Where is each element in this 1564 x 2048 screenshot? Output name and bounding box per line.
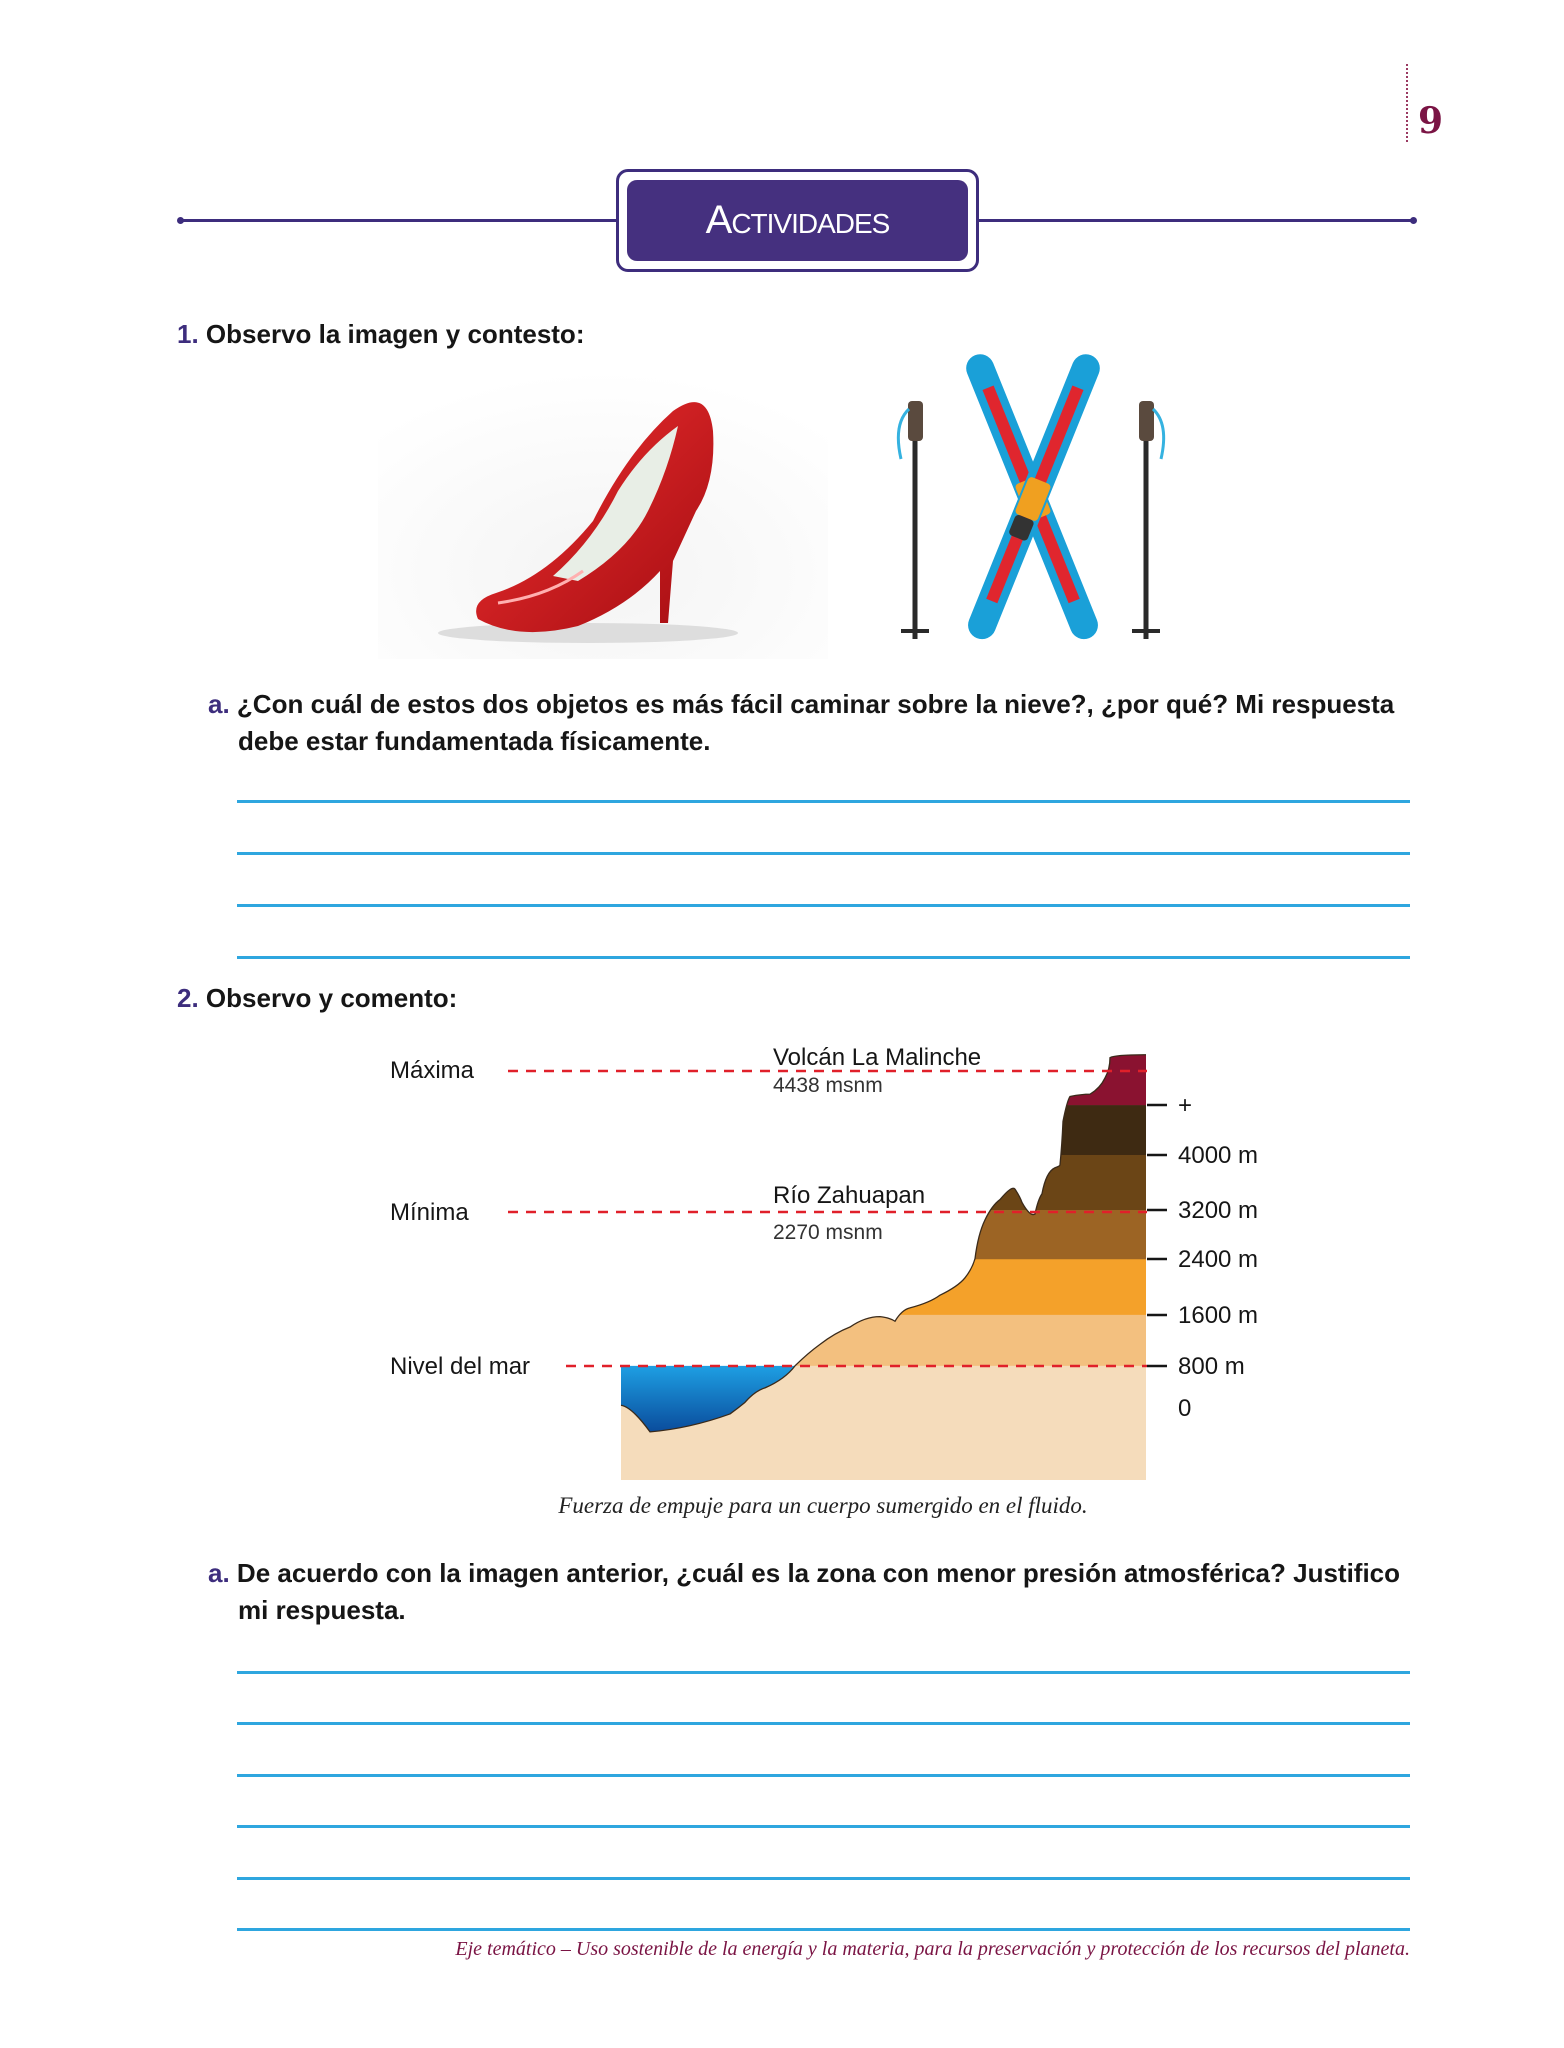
question-letter: a. [208,1558,230,1588]
prompt-text: Observo la imagen y contesto: [205,319,585,349]
answer-line[interactable] [237,1928,1410,1931]
answer-line[interactable] [237,800,1410,803]
question-line-2: mi respuesta. [238,1595,406,1625]
answer-line[interactable] [237,1722,1410,1725]
ski-pole-left [898,401,929,639]
activity-2-question-a [208,1555,1418,1629]
river-altitude: 2270 msnm [773,1221,883,1244]
altitude-band [621,1105,1147,1155]
label-max: Máxima [390,1057,475,1084]
section-title: Actividades [627,180,968,261]
label-sea-level: Nivel del mar [390,1353,531,1380]
question-line-2: debe estar fundamentada físicamente. [238,726,711,756]
altitude-band [621,1259,1147,1315]
footer-thematic-axis: Eje temático – Uso sostenible de la energía y la materia, para la preservación y protección de los recursos del planeta. [455,1938,1410,1960]
terrain-group [621,1055,1147,1480]
question-letter: a. [208,689,230,719]
answer-line[interactable] [237,1825,1410,1828]
answer-line[interactable] [237,1774,1410,1777]
altitude-band [621,1315,1147,1366]
prompt-text: Observo y comento: [205,983,458,1013]
answer-line[interactable] [237,852,1410,855]
activity-2-prompt [177,980,457,1017]
header-line-left [180,219,620,222]
scale-label: 800 m [1178,1353,1245,1380]
altitude-scale [1147,1092,1258,1422]
answer-line[interactable] [237,904,1410,907]
activity-number: 1. [177,319,199,349]
scale-label: 0 [1178,1395,1192,1422]
page-number-divider [1406,64,1408,142]
scale-label: 1600 m [1178,1302,1259,1329]
header-line-right [972,219,1415,222]
scale-label: 2400 m [1178,1246,1259,1273]
altitude-diagram [370,1020,1270,1500]
altitude-band [621,1210,1147,1260]
scale-label: 3200 m [1178,1197,1259,1224]
scale-label: 4000 m [1178,1142,1259,1169]
question-line-1: ¿Con cuál de estos dos objetos es más fácil caminar sobre la nieve?, ¿por qué? Mi respuesta [236,689,1395,719]
question-line-1: De acuerdo con la imagen anterior, ¿cuál es la zona con menor presión atmosférica? Justifico [236,1558,1401,1588]
skis-and-poles-image [893,339,1173,655]
answer-line[interactable] [237,1671,1410,1674]
ski-pole-right [1132,401,1164,639]
activity-1-prompt [177,316,584,353]
scale-label: + [1178,1092,1193,1119]
activity-number: 2. [177,983,199,1013]
peak-name: Volcán La Malinche [773,1044,982,1071]
header-line-dot-right [1410,217,1417,224]
peak-altitude: 4438 msnm [773,1074,883,1097]
answer-line[interactable] [237,956,1410,959]
answer-line[interactable] [237,1877,1410,1880]
activity-1-question-a [208,686,1418,760]
river-name: Río Zahuapan [773,1182,926,1209]
page-number: 9 [1418,100,1444,142]
red-high-heel-shoe-image [378,371,828,659]
label-min: Mínima [390,1199,469,1226]
diagram-caption: Fuerza de empuje para un cuerpo sumergido en el fluido. [558,1493,1088,1518]
